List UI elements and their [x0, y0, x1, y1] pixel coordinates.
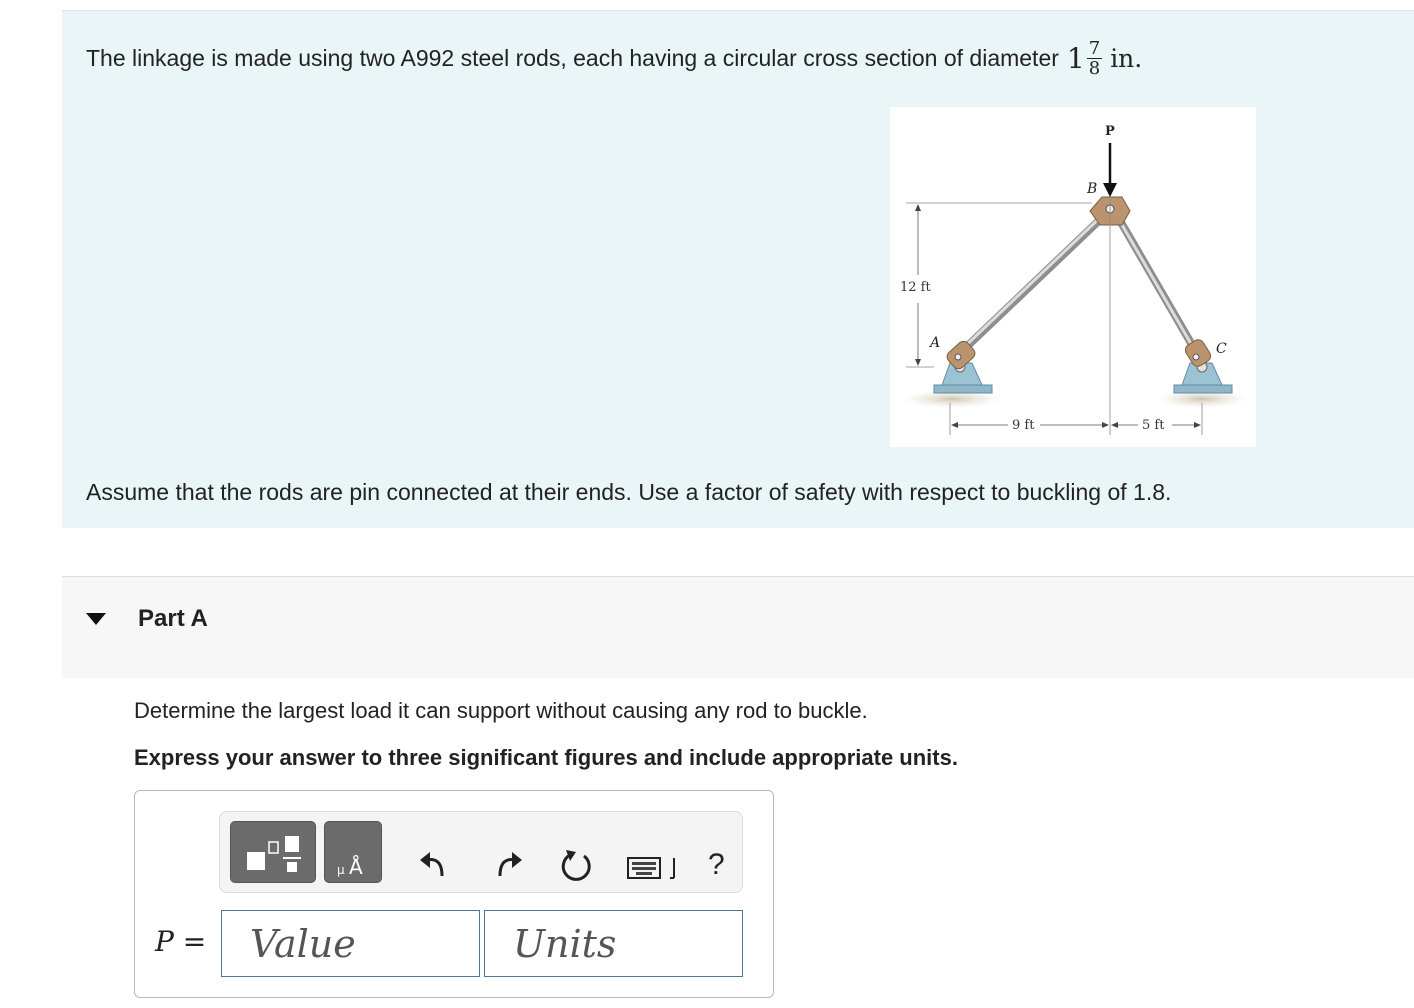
units-input[interactable] — [484, 910, 743, 977]
question-text: Determine the largest load it can support without causing any rod to buckle. — [134, 698, 868, 723]
part-a-header[interactable] — [62, 576, 1414, 678]
rod-bc-highlight — [1114, 211, 1194, 349]
math-toolbar — [219, 811, 743, 893]
svg-text:Å: Å — [349, 855, 363, 878]
diameter-numerator: 7 — [1088, 38, 1101, 59]
diameter-whole: 1 — [1066, 42, 1085, 75]
load-arrow-head — [1103, 183, 1117, 197]
equals-sign: = — [182, 925, 207, 958]
diameter-fraction — [1087, 39, 1102, 78]
instruction-text: Express your answer to three significant figures and include appropriate units. — [134, 745, 958, 770]
height-label: 12 ft — [900, 280, 931, 295]
collapse-caret-icon[interactable] — [86, 613, 106, 625]
linkage-diagram — [890, 107, 1256, 447]
left-span-arrow-start — [951, 422, 958, 428]
undo-icon[interactable] — [418, 848, 450, 878]
linkage-figure — [890, 107, 1256, 447]
right-span-arrow-end — [1194, 422, 1201, 428]
value-input[interactable] — [221, 910, 480, 977]
right-span-arrow-start — [1111, 422, 1118, 428]
intro-text: The linkage is made using two A992 steel rods, each having a circular cross section of diameter — [86, 45, 1059, 71]
angstrom-icon — [335, 842, 373, 878]
templates-icon — [245, 834, 303, 874]
height-arrow-top — [915, 204, 921, 211]
right-span-label: 5 ft — [1142, 418, 1165, 433]
load-label: P — [1105, 124, 1115, 139]
svg-text:μ: μ — [337, 863, 345, 877]
redo-icon[interactable] — [492, 848, 524, 878]
left-span-arrow-end — [1102, 422, 1109, 428]
keyboard-icon[interactable] — [626, 854, 684, 882]
answer-panel — [134, 790, 774, 998]
left-span-label: 9 ft — [1012, 418, 1035, 433]
answer-variable — [155, 925, 206, 958]
part-title: Part A — [138, 605, 208, 632]
diameter-unit: in. — [1110, 44, 1143, 73]
height-arrow-bottom — [915, 359, 921, 366]
joint-b-label: B — [1087, 181, 1098, 197]
variable-symbol: P — [155, 925, 174, 958]
problem-intro — [86, 39, 1142, 78]
diameter-denominator: 8 — [1088, 58, 1101, 79]
joint-a-label: A — [930, 335, 941, 351]
templates-button[interactable] — [230, 821, 316, 883]
units-symbol-button[interactable] — [324, 821, 382, 883]
assumption-text: Assume that the rods are pin connected at their ends. Use a factor of safety with respect to buckling of 1.8. — [86, 479, 1172, 505]
problem-statement — [62, 10, 1414, 528]
reset-icon[interactable] — [558, 848, 594, 884]
support-c — [1174, 362, 1232, 393]
joint-c-label: C — [1216, 341, 1227, 357]
rod-ab-highlight — [958, 210, 1108, 353]
diameter-value — [1067, 39, 1142, 78]
help-icon[interactable]: ? — [708, 848, 725, 881]
